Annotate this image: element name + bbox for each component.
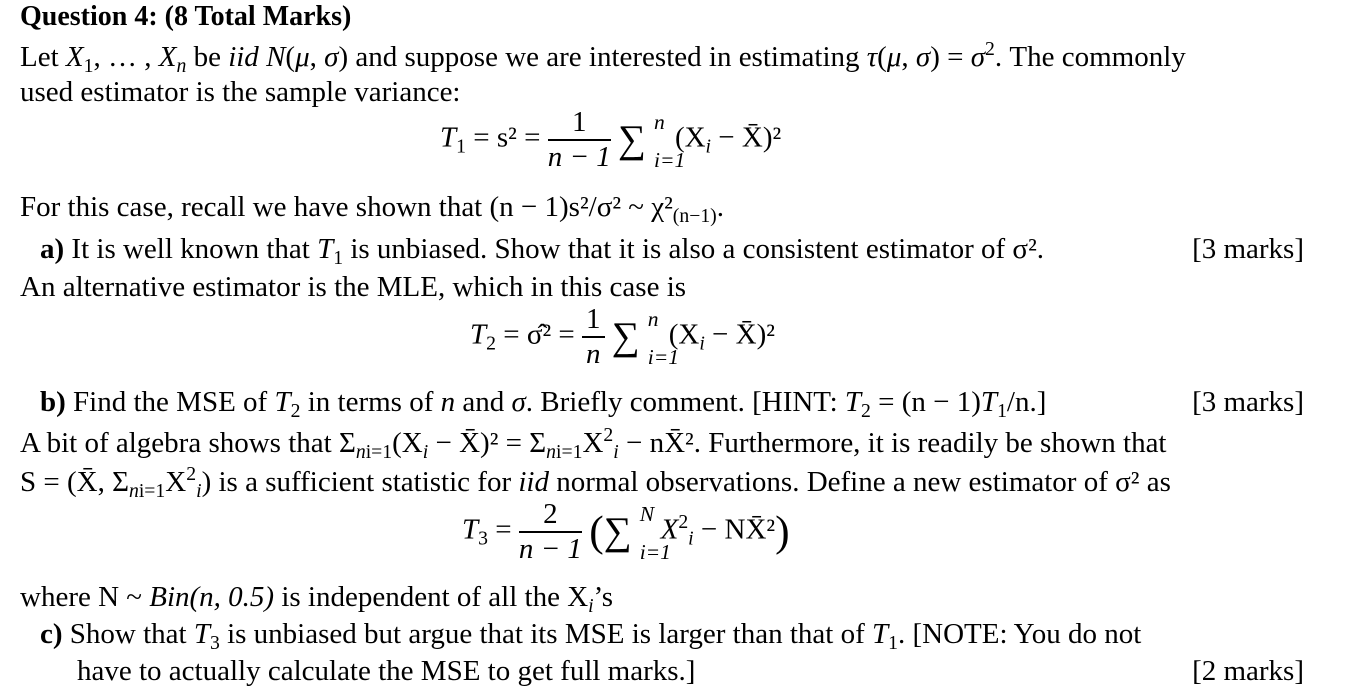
intro-line-1: Let $X_1$, … , $X_n$ be iid N(μ, σ) and suppose we are interested in estimating τ(μ, $\sigma) = \sigma^2$. The commonly xyxy=(20,38,1186,77)
part-a: a) It is well known that $T_1$ is unbiased. Show that it is also a consistent estimator of σ². xyxy=(40,233,1045,269)
part-a-marks: [3 marks] xyxy=(1192,233,1304,265)
question-heading: Question 4: (8 Total Marks) xyxy=(20,1,352,32)
part-b-marks: [3 marks] xyxy=(1192,386,1304,418)
part-c: c) Show that $T_3$ is unbiased but argue that its MSE is larger than that of $T_1$. [NOTE: You do not xyxy=(40,618,1142,654)
summation-t2: ∑ n i=1 xyxy=(611,307,680,370)
fraction-t2: $\frac{1}{n}$ xyxy=(582,305,605,369)
part-b: b) Find the MSE of $T_2$ in terms of n and σ. Briefly comment. [HINT: $T_2 = (n - 1)T_1/n$.] xyxy=(40,386,1047,422)
summation-t3: ∑ N i=1 xyxy=(603,502,671,565)
algebra-line-2: S = (X̄, $\Sigma_{ni=1}X^2_i$) is a sufficient statistic for iid normal observations. Define a new estimator of σ² as xyxy=(20,463,1171,502)
equation-t2: $T_2$ = σ̂² = $\frac{1}{n}$ ∑ n i=1 ($X_i$ − X̄)² xyxy=(470,303,775,370)
fraction-t3: $\frac{2}{n - 1}$ xyxy=(518,498,582,565)
part-c-marks: [2 marks] xyxy=(1192,655,1304,687)
where-line: where N ~ Bin(n, 0.5) is independent of all the $X_i’s$ xyxy=(20,581,613,617)
summation-t1: ∑ n i=1 xyxy=(618,110,686,173)
part-c-line-2: have to actually calculate the MSE to get full marks.] xyxy=(77,655,696,687)
fraction-t1: $\frac{1}{n - 1}$ xyxy=(547,106,611,173)
intro-line-2: used estimator is the sample variance: xyxy=(20,76,461,108)
equation-t3: $T_3$ = $\frac{2}{n - 1}$ (∑ N i=1 $X^2_i$ − NX̄²) xyxy=(462,498,790,565)
algebra-line-1: A bit of algebra shows that $\Sigma_{ni=1}(X_i$ − X̄)² = $\Sigma_{ni=1}X^2_i$ − nX̄². Furthermore, it is readily be shown that xyxy=(20,424,1167,463)
equation-t1: $T_1 = s^2$ = $\frac{1}{n - 1}$ ∑ n i=1 ($X_i$ − X̄)² xyxy=(440,106,782,173)
recall-line: For this case, recall we have shown that (n − 1)s²/σ² ~ $\chi^2_{(n-1)}$. xyxy=(20,191,724,227)
alternative-line: An alternative estimator is the MLE, which in this case is xyxy=(20,271,687,303)
